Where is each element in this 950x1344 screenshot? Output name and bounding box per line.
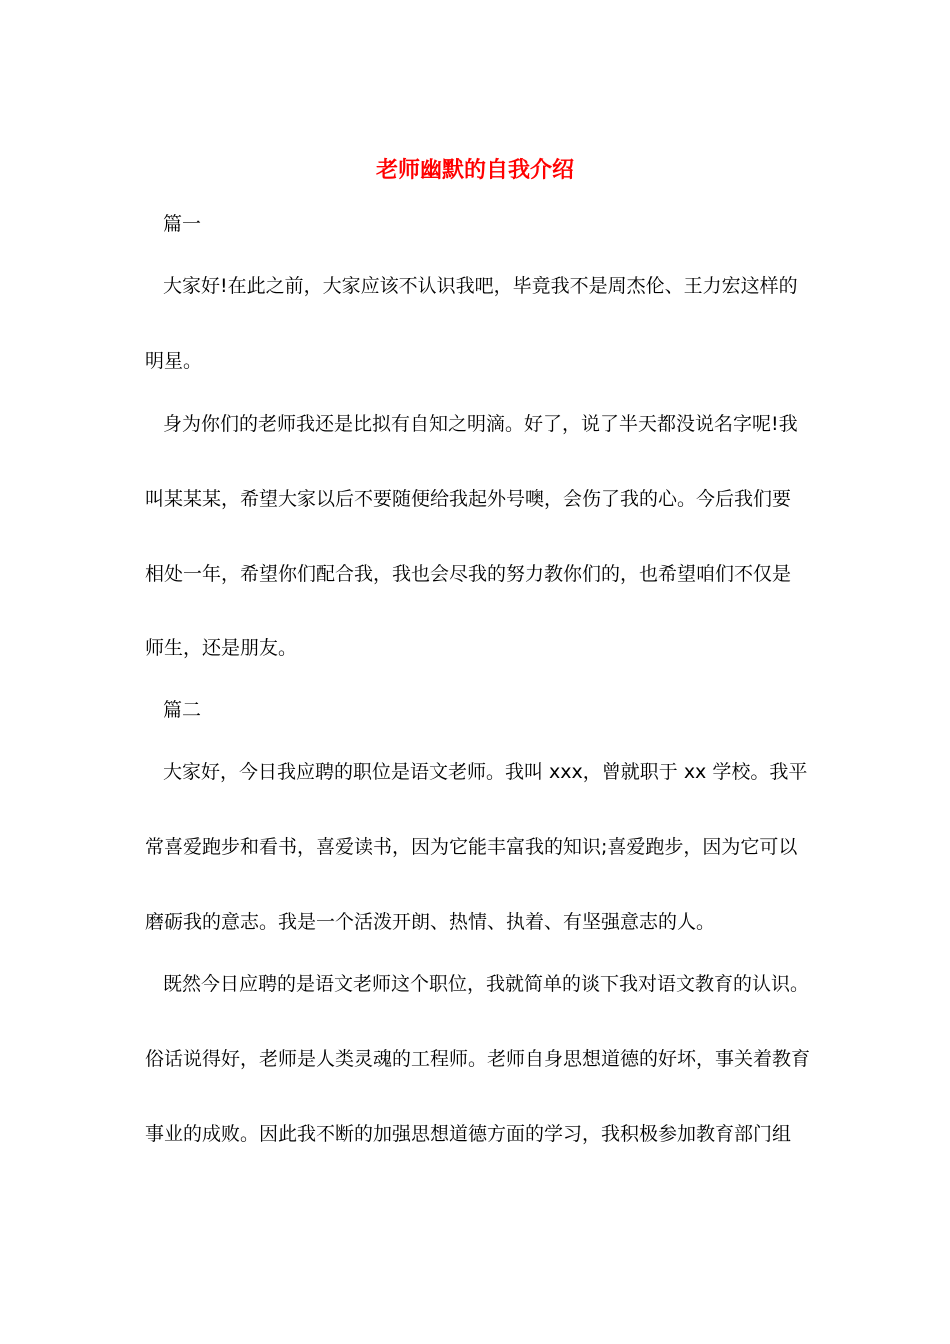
text-line: 既然今日应聘的是语文老师这个职位，我就简单的谈下我对语文教育的认识。 (163, 973, 810, 995)
text-line: 相处一年，希望你们配合我，我也会尽我的努力教你们的，也希望咱们不仅是 (145, 563, 792, 585)
text-line: 明星。 (145, 350, 203, 372)
text-line: 俗话说得好，老师是人类灵魂的工程师。老师自身思想道德的好坏，事关着教育 (145, 1048, 811, 1070)
text-line: 师生，还是朋友。 (145, 637, 298, 659)
text-line: 身为你们的老师我还是比拟有自知之明滴。好了，说了半天都没说名字呢!我 (163, 413, 798, 435)
section-heading-1: 篇一 (163, 213, 202, 235)
text-line: 常喜爱跑步和看书，喜爱读书，因为它能丰富我的知识;喜爱跑步，因为它可以 (145, 836, 798, 858)
text-line: 事业的成败。因此我不断的加强思想道德方面的学习，我积极参加教育部门组 (145, 1123, 792, 1145)
text-line: 大家好，今日我应聘的职位是语文老师。我叫 xxx，曾就职于 xx 学校。我平 (163, 761, 808, 783)
document-title: 老师幽默的自我介绍 (375, 157, 574, 183)
text-line: 磨砺我的意志。我是一个活泼开朗、热情、执着、有坚强意志的人。 (145, 911, 716, 933)
text-line: 叫某某某，希望大家以后不要随便给我起外号噢，会伤了我的心。今后我们要 (145, 488, 792, 510)
text-line: 大家好!在此之前，大家应该不认识我吧，毕竟我不是周杰伦、王力宏这样的 (163, 275, 798, 297)
section-heading-2: 篇二 (163, 699, 202, 721)
